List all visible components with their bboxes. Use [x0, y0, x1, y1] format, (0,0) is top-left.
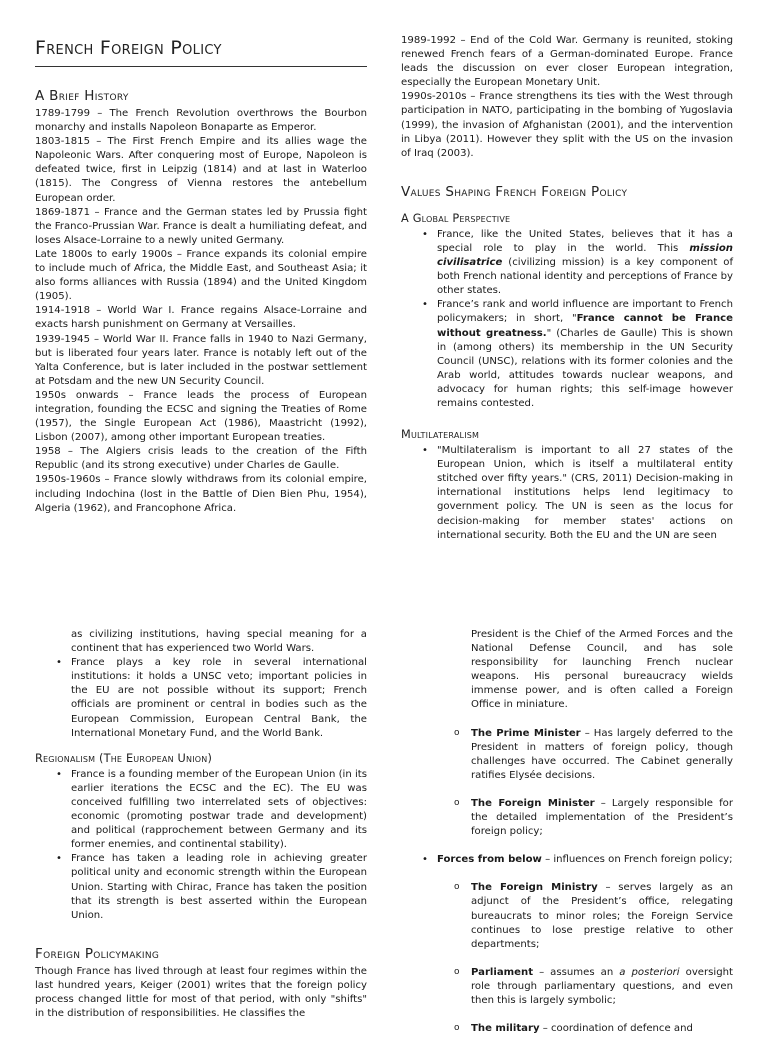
- right-column-bottom: [401, 628, 733, 1050]
- history-entry: 1950s-1960s – France slowly withdraws from its colonial empire, including Indochina (lost in the Battle of Dien Bien Phu, 1954), Algeria (1962), and Francophone Africa.: [35, 474, 367, 514]
- history-entry: 1914-1918 – World War I. France regains Alsace-Lorraine and exacts harsh punishment on Germany at Versailles.: [35, 305, 367, 331]
- president-continued: President is the Chief of the Armed Forces and the National Defense Council, and has sole responsibility for launching French nuclear weapons. His personal bureaucracy wields immense power, and is often called a Foreign Office in miniature.: [471, 629, 733, 711]
- list-item: o The Foreign Ministry – serves largely as an adjunct of the President’s office, relegating bureaucrats to minor roles; the Foreign Service continues to lose prestige relative to other departments;: [401, 881, 733, 951]
- multilateralism-heading: Multilateralism: [401, 428, 480, 442]
- right-column-top: [401, 34, 733, 543]
- foreign-minister-label: The Foreign Minister: [471, 797, 595, 809]
- list-item: • France has taken a leading role in achieving greater political unity and economic strength within the European Union. Starting with Chirac, France has taken the position that its strength is best asserted within the European Union.: [35, 852, 367, 922]
- history-entry: 1950s onwards – France leads the process of European integration, founding the ECSC and signing the Treaties of Rome (1957), the Single European Act (1986), Maastricht (1992), Lisbon (2007), among other important European treaties.: [35, 389, 367, 444]
- page-bottom: [0, 618, 768, 1035]
- list-item: • France, like the United States, believes that it has a special role to play in the world. This mission civilisatrice (civilizing mission) is a key component of both French national identity and perceptions of France by other states.: [401, 228, 733, 298]
- forces-below-label: Forces from below: [437, 854, 542, 866]
- foreign-ministry-label: The Foreign Ministry: [471, 882, 598, 894]
- regionalism-heading: Regionalism (The European Union): [35, 751, 213, 765]
- regionalism-list: [35, 768, 367, 923]
- list-item: • "Multilateralism is important to all 27 states of the European Union, which is itself a multilateral entity stitched over fifty years." (CRS, 2011) Decision-making in international institutions helps lend legitimacy to government policy. The UN is seen as the locus for decision-making for member states' actions on international security. Both the EU and the UN are seen: [401, 444, 733, 543]
- list-item: • France’s rank and world influence are important to French policymakers; in short, "France cannot be France without greatness." (Charles de Gaulle) This is shown in (among others) its membership in the UN Security Council (UNSC), relations with its former colonies and the Arab world, attitudes towards nuclear weapons, and advocacy for human rights; this self-image however remains contested.: [401, 298, 733, 411]
- history-entry: 1958 – The Algiers crisis leads to the creation of the Fifth Republic (and its strong executive) under Charles de Gaulle.: [35, 446, 367, 472]
- history-entry: 1990s-2010s – France strengthens its ties with the West through participation in NATO, participating in the bombing of Yugoslavia (1999), the invasion of Afghanistan (2001), and the intervention in Libya (2011). However they split with the US on the invasion of Iraq (2003).: [401, 91, 733, 159]
- military-label: The military: [471, 1023, 540, 1035]
- list-item: o The military – coordination of defence and: [401, 1022, 733, 1036]
- multilateralism-list: [401, 444, 733, 543]
- quote-emphasis: France cannot be France without greatness.: [437, 313, 733, 339]
- multilateralism-list-continued: [35, 656, 367, 741]
- list-item: o The Foreign Minister – Largely responsible for the detailed implementation of the President’s foreign policy;: [401, 797, 733, 839]
- values-heading: Values Shaping French Foreign Policy: [401, 183, 628, 200]
- forces-list: [401, 853, 733, 867]
- history-entry: 1869-1871 – France and the German states led by Prussia fight the Franco-Prussian War. France is dealt a humiliating defeat, and loses Alsace-Lorraine to a newly united Germany.: [35, 206, 368, 246]
- list-item: o Parliament – assumes an a posteriori oversight role through parliamentary questions, and even then this is largely symbolic;: [401, 966, 733, 1008]
- list-item: • France plays a key role in several international institutions: it holds a UNSC veto; important policies in the EU are not possible without its support; French officials are prominent or central in bodies such as the European Commission, European Central Bank, the International Monetary Fund, and the World Bank.: [35, 656, 367, 741]
- executive-sublist: [401, 727, 733, 840]
- list-item: • France is a founding member of the European Union (in its earlier iterations the ECSC and the EC). The EU was conceived fulfilling two interrelated sets of objectives: economic (promoting postwar trade and development) and political (rapprochement between Germany and its former enemies, and continental stability).: [35, 768, 367, 853]
- history-entry: Late 1800s to early 1900s – France expands its colonial empire to include much of Africa, the Middle East, and Southeast Asia; it also forms alliances with Russia (1894) and the United Kingdom (1905).: [35, 248, 367, 303]
- parliament-label: Parliament: [471, 966, 534, 978]
- multilateralism-continued: as civilizing institutions, having special meaning for a continent that has experienced two World Wars.: [71, 629, 367, 655]
- history-entry: 1803-1815 – The First French Empire and its allies wage the Napoleonic Wars. After conquering most of Europe, Napoleon is defeated twice, first in Leipzig (1814) and at last in Waterloo (1815). The Congress of Vienna restores the antebellum European order.: [35, 136, 367, 204]
- history-heading: A Brief History: [35, 88, 129, 104]
- page-title: French Foreign Policy: [35, 36, 367, 67]
- global-perspective-heading: A Global Perspective: [401, 211, 511, 225]
- policymaking-heading: Foreign Policymaking: [35, 945, 160, 962]
- policymaking-text: Though France has lived through at least four regimes within the last hundred years, Keiger (2001) writes that the foreign policy process changed little for most of that period, with only "shifts" in the distribution of responsibilities. He classifies the: [35, 965, 367, 1020]
- list-item: o The Prime Minister – Has largely deferred to the President in matters of foreign policy, though challenges have occurred. The Cabinet generally ratifies Elysée decisions.: [401, 727, 733, 783]
- prime-minister-label: The Prime Minister: [471, 727, 581, 739]
- forces-sublist: [401, 881, 733, 1036]
- left-column-bottom: [35, 628, 367, 1021]
- history-entry: 1939-1945 – World War II. France falls in 1940 to Nazi Germany, but is liberated four years later. France is notably left out of the Yalta Conference, but is later included in the postwar settlement at Potsdam and the new UN Security Council.: [35, 333, 367, 387]
- global-perspective-list: [401, 228, 733, 411]
- emphasis: mission civilisatrice: [437, 242, 733, 269]
- left-column-top: [35, 36, 367, 516]
- history-entry: 1989-1992 – End of the Cold War. Germany is reunited, stoking renewed French fears of a German-dominated Europe. France leads the discussion on ever closer European integration, especially the European Monetary Unit.: [401, 35, 733, 89]
- list-item: • Forces from below – influences on French foreign policy;: [401, 853, 733, 867]
- history-entry: 1789-1799 – The French Revolution overthrows the Bourbon monarchy and installs Napoleon Bonaparte as Emperor.: [35, 108, 367, 134]
